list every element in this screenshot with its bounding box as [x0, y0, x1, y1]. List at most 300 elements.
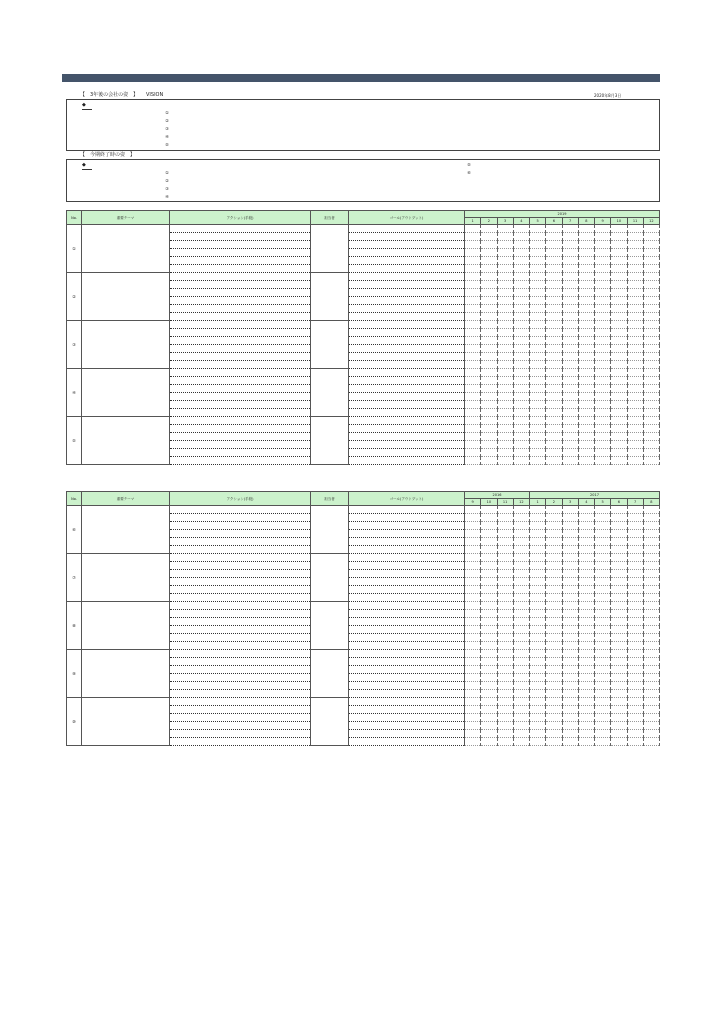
theme-cell[interactable] — [82, 225, 170, 273]
schedule-cell[interactable] — [546, 714, 562, 722]
schedule-cell[interactable] — [481, 281, 497, 289]
action-cell[interactable] — [170, 321, 311, 329]
schedule-cell[interactable] — [513, 650, 529, 658]
schedule-cell[interactable] — [530, 265, 546, 273]
action-cell[interactable] — [170, 722, 311, 730]
schedule-cell[interactable] — [481, 257, 497, 265]
theme-cell[interactable] — [82, 369, 170, 417]
action-cell[interactable] — [170, 457, 311, 465]
schedule-cell[interactable] — [611, 634, 627, 642]
schedule-cell[interactable] — [578, 457, 594, 465]
schedule-cell[interactable] — [611, 674, 627, 682]
schedule-cell[interactable] — [643, 345, 659, 353]
schedule-cell[interactable] — [513, 321, 529, 329]
schedule-cell[interactable] — [497, 393, 513, 401]
schedule-cell[interactable] — [611, 225, 627, 233]
schedule-cell[interactable] — [497, 714, 513, 722]
schedule-cell[interactable] — [546, 586, 562, 594]
schedule-cell[interactable] — [497, 538, 513, 546]
schedule-cell[interactable] — [578, 682, 594, 690]
action-cell[interactable] — [170, 305, 311, 313]
schedule-cell[interactable] — [595, 586, 611, 594]
schedule-cell[interactable] — [595, 425, 611, 433]
schedule-cell[interactable] — [546, 706, 562, 714]
schedule-cell[interactable] — [643, 570, 659, 578]
schedule-cell[interactable] — [627, 562, 643, 570]
goal-cell[interactable] — [349, 626, 465, 634]
schedule-cell[interactable] — [578, 722, 594, 730]
schedule-cell[interactable] — [465, 586, 481, 594]
schedule-cell[interactable] — [562, 618, 578, 626]
schedule-cell[interactable] — [627, 377, 643, 385]
schedule-cell[interactable] — [643, 618, 659, 626]
schedule-cell[interactable] — [562, 730, 578, 738]
schedule-cell[interactable] — [611, 441, 627, 449]
owner-cell[interactable] — [311, 554, 349, 602]
schedule-cell[interactable] — [578, 714, 594, 722]
schedule-cell[interactable] — [530, 417, 546, 425]
schedule-cell[interactable] — [481, 289, 497, 297]
schedule-cell[interactable] — [530, 361, 546, 369]
theme-cell[interactable] — [82, 554, 170, 602]
action-cell[interactable] — [170, 313, 311, 321]
schedule-cell[interactable] — [627, 530, 643, 538]
schedule-cell[interactable] — [627, 369, 643, 377]
schedule-cell[interactable] — [595, 642, 611, 650]
schedule-cell[interactable] — [513, 345, 529, 353]
schedule-cell[interactable] — [627, 297, 643, 305]
schedule-cell[interactable] — [497, 417, 513, 425]
schedule-cell[interactable] — [530, 321, 546, 329]
schedule-cell[interactable] — [595, 377, 611, 385]
schedule-cell[interactable] — [513, 233, 529, 241]
schedule-cell[interactable] — [481, 273, 497, 281]
goal-cell[interactable] — [349, 273, 465, 281]
action-cell[interactable] — [170, 273, 311, 281]
schedule-cell[interactable] — [513, 441, 529, 449]
goal-cell[interactable] — [349, 353, 465, 361]
schedule-cell[interactable] — [513, 682, 529, 690]
schedule-cell[interactable] — [595, 554, 611, 562]
schedule-cell[interactable] — [643, 626, 659, 634]
schedule-cell[interactable] — [611, 506, 627, 514]
schedule-cell[interactable] — [497, 706, 513, 714]
schedule-cell[interactable] — [465, 562, 481, 570]
schedule-cell[interactable] — [481, 706, 497, 714]
schedule-cell[interactable] — [562, 361, 578, 369]
action-cell[interactable] — [170, 506, 311, 514]
schedule-cell[interactable] — [530, 401, 546, 409]
schedule-cell[interactable] — [643, 369, 659, 377]
schedule-cell[interactable] — [611, 409, 627, 417]
schedule-cell[interactable] — [643, 506, 659, 514]
schedule-cell[interactable] — [578, 610, 594, 618]
schedule-cell[interactable] — [611, 417, 627, 425]
goal-cell[interactable] — [349, 562, 465, 570]
schedule-cell[interactable] — [578, 546, 594, 554]
action-cell[interactable] — [170, 329, 311, 337]
schedule-cell[interactable] — [643, 610, 659, 618]
schedule-cell[interactable] — [562, 337, 578, 345]
schedule-cell[interactable] — [627, 650, 643, 658]
schedule-cell[interactable] — [643, 714, 659, 722]
schedule-cell[interactable] — [481, 409, 497, 417]
action-cell[interactable] — [170, 353, 311, 361]
schedule-cell[interactable] — [546, 506, 562, 514]
schedule-cell[interactable] — [643, 249, 659, 257]
schedule-cell[interactable] — [611, 265, 627, 273]
schedule-cell[interactable] — [643, 682, 659, 690]
schedule-cell[interactable] — [465, 337, 481, 345]
schedule-cell[interactable] — [627, 257, 643, 265]
schedule-cell[interactable] — [497, 433, 513, 441]
schedule-cell[interactable] — [497, 273, 513, 281]
schedule-cell[interactable] — [643, 361, 659, 369]
schedule-cell[interactable] — [497, 570, 513, 578]
schedule-cell[interactable] — [627, 313, 643, 321]
schedule-cell[interactable] — [546, 401, 562, 409]
schedule-cell[interactable] — [513, 586, 529, 594]
schedule-cell[interactable] — [497, 578, 513, 586]
schedule-cell[interactable] — [513, 313, 529, 321]
schedule-cell[interactable] — [562, 225, 578, 233]
schedule-cell[interactable] — [546, 626, 562, 634]
schedule-cell[interactable] — [481, 658, 497, 666]
schedule-cell[interactable] — [513, 698, 529, 706]
schedule-cell[interactable] — [578, 257, 594, 265]
schedule-cell[interactable] — [595, 329, 611, 337]
schedule-cell[interactable] — [611, 257, 627, 265]
schedule-cell[interactable] — [595, 658, 611, 666]
schedule-cell[interactable] — [595, 361, 611, 369]
schedule-cell[interactable] — [481, 562, 497, 570]
schedule-cell[interactable] — [481, 449, 497, 457]
schedule-cell[interactable] — [611, 289, 627, 297]
schedule-cell[interactable] — [595, 578, 611, 586]
schedule-cell[interactable] — [513, 289, 529, 297]
goal-cell[interactable] — [349, 225, 465, 233]
schedule-cell[interactable] — [611, 546, 627, 554]
schedule-cell[interactable] — [497, 698, 513, 706]
schedule-cell[interactable] — [643, 241, 659, 249]
schedule-cell[interactable] — [643, 514, 659, 522]
schedule-cell[interactable] — [643, 321, 659, 329]
schedule-cell[interactable] — [643, 706, 659, 714]
action-cell[interactable] — [170, 698, 311, 706]
schedule-cell[interactable] — [530, 538, 546, 546]
schedule-cell[interactable] — [578, 586, 594, 594]
schedule-cell[interactable] — [530, 241, 546, 249]
schedule-cell[interactable] — [465, 393, 481, 401]
schedule-cell[interactable] — [546, 594, 562, 602]
schedule-cell[interactable] — [530, 586, 546, 594]
schedule-cell[interactable] — [530, 225, 546, 233]
schedule-cell[interactable] — [497, 554, 513, 562]
schedule-cell[interactable] — [530, 610, 546, 618]
schedule-cell[interactable] — [530, 618, 546, 626]
schedule-cell[interactable] — [595, 313, 611, 321]
schedule-cell[interactable] — [530, 738, 546, 746]
goal-cell[interactable] — [349, 249, 465, 257]
schedule-cell[interactable] — [611, 626, 627, 634]
schedule-cell[interactable] — [513, 658, 529, 666]
schedule-cell[interactable] — [497, 626, 513, 634]
schedule-cell[interactable] — [497, 594, 513, 602]
schedule-cell[interactable] — [481, 538, 497, 546]
schedule-cell[interactable] — [578, 241, 594, 249]
schedule-cell[interactable] — [595, 297, 611, 305]
schedule-cell[interactable] — [546, 602, 562, 610]
schedule-cell[interactable] — [530, 433, 546, 441]
goal-cell[interactable] — [349, 578, 465, 586]
schedule-cell[interactable] — [465, 329, 481, 337]
schedule-cell[interactable] — [530, 730, 546, 738]
schedule-cell[interactable] — [595, 337, 611, 345]
schedule-cell[interactable] — [546, 289, 562, 297]
schedule-cell[interactable] — [627, 594, 643, 602]
schedule-cell[interactable] — [595, 401, 611, 409]
schedule-cell[interactable] — [627, 602, 643, 610]
schedule-cell[interactable] — [595, 522, 611, 530]
schedule-cell[interactable] — [546, 682, 562, 690]
goal-cell[interactable] — [349, 433, 465, 441]
schedule-cell[interactable] — [611, 562, 627, 570]
schedule-cell[interactable] — [513, 425, 529, 433]
schedule-cell[interactable] — [578, 730, 594, 738]
goal-cell[interactable] — [349, 393, 465, 401]
schedule-cell[interactable] — [611, 313, 627, 321]
schedule-cell[interactable] — [578, 313, 594, 321]
schedule-cell[interactable] — [465, 449, 481, 457]
schedule-cell[interactable] — [546, 241, 562, 249]
schedule-cell[interactable] — [530, 313, 546, 321]
schedule-cell[interactable] — [497, 690, 513, 698]
goal-cell[interactable] — [349, 706, 465, 714]
schedule-cell[interactable] — [497, 225, 513, 233]
action-cell[interactable] — [170, 249, 311, 257]
schedule-cell[interactable] — [578, 329, 594, 337]
schedule-cell[interactable] — [546, 514, 562, 522]
schedule-cell[interactable] — [595, 690, 611, 698]
action-cell[interactable] — [170, 634, 311, 642]
schedule-cell[interactable] — [530, 281, 546, 289]
schedule-cell[interactable] — [611, 538, 627, 546]
schedule-cell[interactable] — [481, 417, 497, 425]
schedule-cell[interactable] — [595, 650, 611, 658]
schedule-cell[interactable] — [546, 345, 562, 353]
schedule-cell[interactable] — [465, 594, 481, 602]
schedule-cell[interactable] — [513, 417, 529, 425]
schedule-cell[interactable] — [481, 586, 497, 594]
schedule-cell[interactable] — [530, 257, 546, 265]
schedule-cell[interactable] — [530, 650, 546, 658]
schedule-cell[interactable] — [546, 730, 562, 738]
goal-cell[interactable] — [349, 441, 465, 449]
goal-cell[interactable] — [349, 241, 465, 249]
schedule-cell[interactable] — [578, 449, 594, 457]
action-cell[interactable] — [170, 385, 311, 393]
schedule-cell[interactable] — [481, 570, 497, 578]
goal-cell[interactable] — [349, 586, 465, 594]
goal-cell[interactable] — [349, 345, 465, 353]
schedule-cell[interactable] — [465, 522, 481, 530]
schedule-cell[interactable] — [643, 722, 659, 730]
schedule-cell[interactable] — [465, 690, 481, 698]
schedule-cell[interactable] — [611, 329, 627, 337]
schedule-cell[interactable] — [513, 433, 529, 441]
schedule-cell[interactable] — [481, 682, 497, 690]
schedule-cell[interactable] — [465, 658, 481, 666]
schedule-cell[interactable] — [481, 441, 497, 449]
schedule-cell[interactable] — [643, 233, 659, 241]
schedule-cell[interactable] — [481, 738, 497, 746]
schedule-cell[interactable] — [481, 345, 497, 353]
schedule-cell[interactable] — [611, 377, 627, 385]
action-cell[interactable] — [170, 289, 311, 297]
schedule-cell[interactable] — [546, 522, 562, 530]
schedule-cell[interactable] — [643, 449, 659, 457]
theme-cell[interactable] — [82, 273, 170, 321]
schedule-cell[interactable] — [627, 273, 643, 281]
schedule-cell[interactable] — [465, 409, 481, 417]
schedule-cell[interactable] — [530, 546, 546, 554]
action-cell[interactable] — [170, 586, 311, 594]
schedule-cell[interactable] — [627, 722, 643, 730]
schedule-cell[interactable] — [530, 506, 546, 514]
schedule-cell[interactable] — [562, 722, 578, 730]
schedule-cell[interactable] — [513, 610, 529, 618]
action-cell[interactable] — [170, 610, 311, 618]
schedule-cell[interactable] — [530, 273, 546, 281]
goal-cell[interactable] — [349, 514, 465, 522]
schedule-cell[interactable] — [643, 634, 659, 642]
schedule-cell[interactable] — [546, 385, 562, 393]
goal-cell[interactable] — [349, 297, 465, 305]
schedule-cell[interactable] — [481, 393, 497, 401]
schedule-cell[interactable] — [611, 361, 627, 369]
schedule-cell[interactable] — [595, 514, 611, 522]
schedule-cell[interactable] — [578, 345, 594, 353]
theme-cell[interactable] — [82, 506, 170, 554]
schedule-cell[interactable] — [497, 610, 513, 618]
schedule-cell[interactable] — [562, 297, 578, 305]
schedule-cell[interactable] — [562, 449, 578, 457]
schedule-cell[interactable] — [530, 233, 546, 241]
schedule-cell[interactable] — [497, 602, 513, 610]
schedule-cell[interactable] — [513, 449, 529, 457]
goal-cell[interactable] — [349, 305, 465, 313]
schedule-cell[interactable] — [643, 281, 659, 289]
schedule-cell[interactable] — [497, 361, 513, 369]
schedule-cell[interactable] — [643, 409, 659, 417]
schedule-cell[interactable] — [578, 570, 594, 578]
schedule-cell[interactable] — [643, 305, 659, 313]
schedule-cell[interactable] — [643, 329, 659, 337]
schedule-cell[interactable] — [562, 313, 578, 321]
goal-cell[interactable] — [349, 674, 465, 682]
schedule-cell[interactable] — [481, 401, 497, 409]
schedule-cell[interactable] — [562, 305, 578, 313]
goal-cell[interactable] — [349, 361, 465, 369]
goal-cell[interactable] — [349, 233, 465, 241]
schedule-cell[interactable] — [546, 658, 562, 666]
schedule-cell[interactable] — [627, 425, 643, 433]
schedule-cell[interactable] — [497, 345, 513, 353]
schedule-cell[interactable] — [497, 449, 513, 457]
schedule-cell[interactable] — [530, 393, 546, 401]
action-cell[interactable] — [170, 690, 311, 698]
action-cell[interactable] — [170, 682, 311, 690]
schedule-cell[interactable] — [546, 281, 562, 289]
schedule-cell[interactable] — [513, 642, 529, 650]
schedule-cell[interactable] — [481, 241, 497, 249]
action-cell[interactable] — [170, 650, 311, 658]
schedule-cell[interactable] — [497, 514, 513, 522]
schedule-cell[interactable] — [562, 610, 578, 618]
schedule-cell[interactable] — [611, 273, 627, 281]
schedule-cell[interactable] — [578, 401, 594, 409]
action-cell[interactable] — [170, 570, 311, 578]
schedule-cell[interactable] — [611, 233, 627, 241]
action-cell[interactable] — [170, 578, 311, 586]
schedule-cell[interactable] — [611, 698, 627, 706]
schedule-cell[interactable] — [562, 650, 578, 658]
schedule-cell[interactable] — [562, 634, 578, 642]
schedule-cell[interactable] — [578, 562, 594, 570]
schedule-cell[interactable] — [627, 690, 643, 698]
schedule-cell[interactable] — [497, 642, 513, 650]
schedule-cell[interactable] — [578, 650, 594, 658]
schedule-cell[interactable] — [497, 257, 513, 265]
schedule-cell[interactable] — [465, 666, 481, 674]
schedule-cell[interactable] — [578, 506, 594, 514]
schedule-cell[interactable] — [643, 650, 659, 658]
schedule-cell[interactable] — [465, 506, 481, 514]
schedule-cell[interactable] — [562, 682, 578, 690]
schedule-cell[interactable] — [481, 690, 497, 698]
schedule-cell[interactable] — [530, 329, 546, 337]
schedule-cell[interactable] — [546, 457, 562, 465]
schedule-cell[interactable] — [611, 570, 627, 578]
schedule-cell[interactable] — [562, 321, 578, 329]
schedule-cell[interactable] — [595, 369, 611, 377]
schedule-cell[interactable] — [513, 522, 529, 530]
schedule-cell[interactable] — [578, 433, 594, 441]
schedule-cell[interactable] — [465, 321, 481, 329]
schedule-cell[interactable] — [481, 329, 497, 337]
goal-cell[interactable] — [349, 289, 465, 297]
schedule-cell[interactable] — [643, 337, 659, 345]
schedule-cell[interactable] — [497, 409, 513, 417]
schedule-cell[interactable] — [595, 281, 611, 289]
schedule-cell[interactable] — [611, 602, 627, 610]
schedule-cell[interactable] — [497, 530, 513, 538]
schedule-cell[interactable] — [611, 401, 627, 409]
schedule-cell[interactable] — [611, 353, 627, 361]
action-cell[interactable] — [170, 393, 311, 401]
schedule-cell[interactable] — [595, 714, 611, 722]
schedule-cell[interactable] — [481, 714, 497, 722]
schedule-cell[interactable] — [627, 730, 643, 738]
schedule-cell[interactable] — [497, 265, 513, 273]
schedule-cell[interactable] — [595, 241, 611, 249]
schedule-cell[interactable] — [497, 385, 513, 393]
schedule-cell[interactable] — [578, 289, 594, 297]
schedule-cell[interactable] — [530, 698, 546, 706]
goal-cell[interactable] — [349, 634, 465, 642]
schedule-cell[interactable] — [546, 361, 562, 369]
schedule-cell[interactable] — [546, 417, 562, 425]
